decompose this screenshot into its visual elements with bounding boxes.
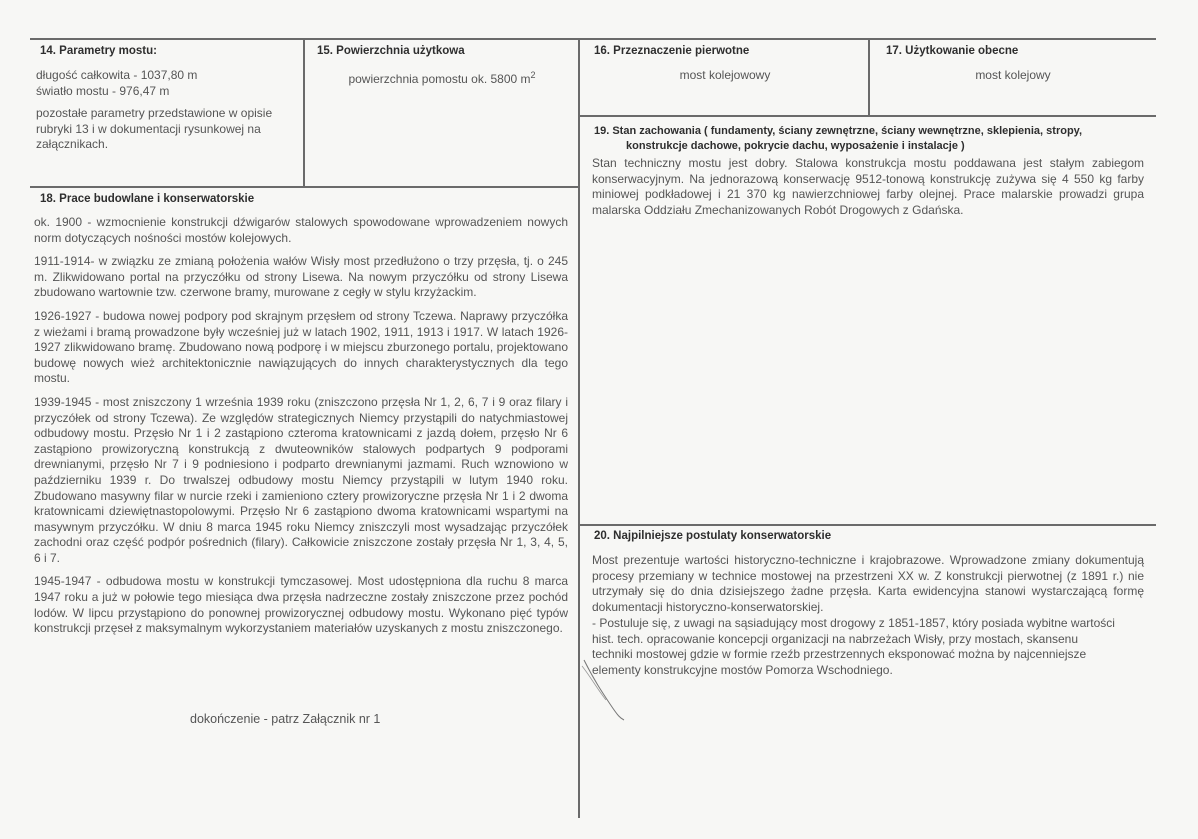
- condition-text: Stan techniczny mostu jest dobry. Stalowa konstrukcja mostu poddawana jest stałym zabiegom konserwacyjnym. Na jednorazową konserwację 9512-tonową konstrukcję zużywa się 4 550 kg farby miniowej podkładowej i 21 370 kg nawierzchniowej farby olejnej. Prace malarskie prowadzi grupa malarska Oddziału Zmechanizowanych Robót Drogowych z Gdańska.: [592, 156, 1144, 217]
- heading-20: 20. Najpilniejsze postulaty konserwatorskie: [594, 530, 832, 542]
- heading-19-line1: 19. Stan zachowania ( fundamenty, ściany zewnętrzne, ściany wewnętrzne, sklepienia, stropy,: [594, 125, 1083, 137]
- continuation-note: dokończenie - patrz Załącznik nr 1: [190, 712, 381, 726]
- original-purpose: most kolejowowy: [679, 68, 771, 82]
- works-paragraph: 1945-1947 - odbudowa mostu w konstrukcji tymczasowej. Most udostępniona dla ruchu 8 marca 1947 roku a już w połowie tego miesiąca dwa przęsła nadrzeczne zostały zniszczone przez pochód lodów. W lipcu przystąpiono do ponownej prowizorycznej odbudowy mostu. Wykonano pięć typów konstrukcji przęseł z maksymalnym wykorzystaniem materiałów uzyskanych z mostu zniszczonego.: [34, 574, 568, 636]
- top-border: [30, 38, 1156, 40]
- heading-19-line2: konstrukcje dachowe, pokrycie dachu, wyposażenie i instalacje ): [626, 140, 965, 152]
- divider-14-15: [303, 38, 305, 188]
- postulates-text: Most prezentuje wartości historyczno-techniczne i krajobrazowe. Wprowadzone zmiany dokumentują procesy przemiany w technice mostowej na przestrzeni XX w. Z konstrukcji pierwotnej (z 1891 r.) nie utrzymały się do dnia dzisiejszego żadne przęsła. Karta ewidencyjna stanowi wystarczającą formę dokumentacji historyczno-konserwatorskiej.: [592, 553, 1144, 614]
- parameters-note: pozostałe parametry przedstawione w opisie rubryki 13 i w dokumentacji rysunkowej na załącznikach.: [36, 106, 273, 152]
- heading-16: 16. Przeznaczenie pierwotne: [594, 45, 750, 57]
- heading-14: 14. Parametry mostu:: [40, 45, 157, 57]
- works-paragraph: ok. 1900 - wzmocnienie konstrukcji dźwigarów stalowych spowodowane wprowadzeniem nowych norm dotyczących nośności mostów kolejowych.: [34, 215, 568, 245]
- border-16-19: [578, 115, 1156, 117]
- works-paragraph: 1926-1927 - budowa nowej podpory pod skrajnym przęsłem od strony Tczewa. Naprawy przyczółka z wieżami i bramą prowadzone były wcześniej już w latach 1902, 1911, 1913 i 1917. W latach 1926-1927 zlikwidowano bramę. Zbudowano nową podporę i w miejscu zburzonego portalu, projektowano budowę nowych wież architektonicznie nawiązujących do innych charakterystycznych dla tego mostu.: [34, 308, 568, 386]
- works-paragraph: 1939-1945 - most zniszczony 1 września 1939 roku (zniszczono przęsła Nr 1, 2, 6, 7 i 9 oraz filary i przyczółek od strony Tczewa). Ze względów strategicznych Niemcy przystąpili do natychmiastowej odbudowy mostu. Przęsło Nr 1 i 2 zastąpiono czteroma kratownicami z jazdą dołem, przęsło Nr 6 zastąpiono prowizoryczną konstrukcją z dwuteowników stalowych podpartych 9 podporami drewnianymi, przęsło Nr 7 i 9 podniesiono i podparto drewnianymi jazmami. Ruch wznowiono w październiku 1939 r. Do trwalszej odbudowy mostu Niemcy przystąpili w lutym 1940 roku. Zbudowano masywny filar w nurcie rzeki i zamieniono cztery prowizoryczne przęsła Nr 1 i 2 dwoma kratownicami dziewiętnastopolowymi. Przęsło Nr 6 zastąpiono dwoma kratownicami wspartymi na masywnym przyczółku. W dniu 8 marca 1945 roku Niemcy zniszczyli most wysadzając przyczółek zachodni oraz część podpór pośrednich (filary). Całkowicie zniszczone zostały przęsła Nr 1, 3, 4, 5, 6 i 7.: [34, 394, 568, 565]
- usable-area: [306, 68, 578, 88]
- pen-mark-icon: [580, 652, 630, 722]
- works-paragraph: 1911-1914- w związku ze zmianą położenia wałów Wisły most przedłużono o trzy przęsła, tj. o 245 m. Zlikwidowano portal na przyczółku od strony Lisewa. Na nowym przyczółku od strony Lisewa zbudowano wartownie tzw. czerwone bramy, murowane z cegły w stylu krzyżackim.: [34, 254, 568, 300]
- border-14-18: [30, 186, 580, 188]
- section-14-body: [36, 68, 281, 153]
- current-use: most kolejowy: [975, 68, 1051, 82]
- area-unit-exponent: 2: [530, 70, 536, 80]
- total-length: długość całkowita - 1037,80 m: [36, 68, 198, 82]
- postulate-bullet: - Postuluje się, z uwagi na sąsiadujący most drogowy z 1851-1857, który posiada wybitne wartości hist. tech. opracowanie koncepcji organizacji na nabrzeżach Wisły, przy mostach, skansenu techniki mostowej gdzie w formie rzeźb przestrzennych eksponować można by najcenniejsze elementy konstrukcyjne mostów Pomorza Wschodniego.: [592, 616, 1115, 677]
- section-18-body: [34, 215, 568, 645]
- heading-15: 15. Powierzchnia użytkowa: [317, 45, 465, 57]
- usable-area-text: powierzchnia pomostu ok. 5800 m: [348, 72, 531, 86]
- heading-17: 17. Użytkowanie obecne: [886, 45, 1019, 57]
- heading-18: 18. Prace budowlane i konserwatorskie: [40, 193, 255, 205]
- border-19-20: [578, 524, 1156, 526]
- clear-span: światło mostu - 976,47 m: [36, 83, 170, 98]
